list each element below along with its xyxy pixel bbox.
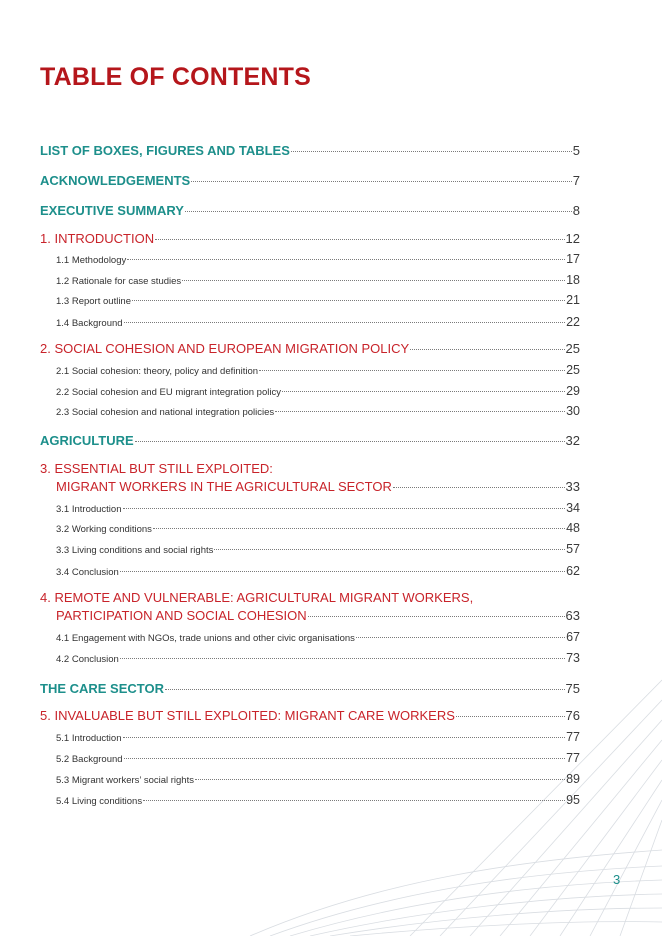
toc-subentry[interactable]	[56, 404, 580, 418]
dot-leader	[291, 151, 572, 152]
toc-label: ACKNOWLEDGEMENTS	[40, 173, 191, 188]
toc-subentry[interactable]	[56, 793, 580, 807]
toc-label: THE CARE SECTOR	[40, 681, 164, 696]
toc-label: 3.1 Introduction	[56, 504, 122, 515]
dot-leader	[135, 441, 565, 442]
dot-leader	[120, 658, 565, 659]
toc-subentry[interactable]	[56, 363, 580, 377]
toc-entry-chapter-4[interactable]	[56, 608, 580, 623]
toc-page: 95	[566, 793, 580, 807]
toc-label: EXECUTIVE SUMMARY	[40, 203, 184, 218]
toc-page: 34	[566, 501, 580, 515]
toc-label: 1. INTRODUCTION	[40, 231, 155, 246]
toc-label: 5.2 Background	[56, 754, 123, 765]
dot-leader	[195, 779, 565, 780]
toc-page: 73	[566, 651, 580, 665]
toc-subentry[interactable]	[56, 501, 580, 515]
toc-page: 25	[566, 363, 580, 377]
dot-leader	[132, 300, 565, 301]
dot-leader	[123, 737, 566, 738]
toc-label: 4.2 Conclusion	[56, 654, 119, 665]
toc-page: 8	[572, 203, 580, 218]
dot-leader	[182, 280, 565, 281]
toc-label: 2.2 Social cohesion and EU migrant integration policy	[56, 387, 281, 398]
toc-label: 1.4 Background	[56, 318, 123, 329]
toc-page: 22	[566, 315, 580, 329]
toc-entry-agriculture[interactable]	[40, 433, 580, 448]
dot-leader	[456, 716, 565, 717]
toc-page: 76	[565, 708, 580, 723]
toc-label: 3.2 Working conditions	[56, 524, 152, 535]
dot-leader	[214, 549, 565, 550]
toc-entry-chapter-3[interactable]	[56, 479, 580, 494]
toc-entry-executive-summary[interactable]	[40, 203, 580, 218]
dot-leader	[282, 391, 565, 392]
toc-entry-chapter-1[interactable]	[40, 231, 580, 246]
toc-page: 29	[566, 384, 580, 398]
toc-page: 18	[566, 273, 580, 287]
toc-label: 1.2 Rationale for case studies	[56, 276, 182, 287]
toc-label: 5. INVALUABLE BUT STILL EXPLOITED: MIGRANT CARE WORKERS	[40, 708, 455, 723]
toc-label: 3.4 Conclusion	[56, 567, 119, 578]
toc-subentry[interactable]	[56, 651, 580, 665]
toc-label: 1.1 Methodology	[56, 255, 127, 266]
dot-leader	[259, 370, 565, 371]
toc-page: 12	[565, 231, 580, 246]
toc-label: MIGRANT WORKERS IN THE AGRICULTURAL SECTOR	[56, 479, 392, 494]
dot-leader	[143, 800, 565, 801]
dot-leader	[356, 637, 565, 638]
dot-leader	[165, 689, 565, 690]
toc-chapter-3-line1[interactable]: 3. ESSENTIAL BUT STILL EXPLOITED:	[40, 461, 273, 476]
toc-label: 1.3 Report outline	[56, 296, 131, 307]
toc-page: 57	[566, 542, 580, 556]
toc-page: 77	[566, 751, 580, 765]
toc-page: 17	[566, 252, 580, 266]
toc-page: 7	[572, 173, 580, 188]
toc-subentry[interactable]	[56, 772, 580, 786]
toc-page: 77	[566, 730, 580, 744]
toc-subentry[interactable]	[56, 273, 580, 287]
toc-label: 5.4 Living conditions	[56, 796, 143, 807]
toc-label: 5.3 Migrant workers’ social rights	[56, 775, 194, 786]
dot-leader	[124, 758, 566, 759]
toc-label: 2. SOCIAL COHESION AND EUROPEAN MIGRATION POLICY	[40, 341, 410, 356]
toc-entry-list-of-boxes[interactable]	[40, 143, 580, 158]
toc-subentry[interactable]	[56, 564, 580, 578]
toc-page: 62	[566, 564, 580, 578]
toc-subentry[interactable]	[56, 542, 580, 556]
dot-leader	[185, 211, 572, 212]
toc-label: PARTICIPATION AND SOCIAL COHESION	[56, 608, 307, 623]
toc-page: 25	[565, 341, 580, 356]
toc-chapter-4-line1[interactable]: 4. REMOTE AND VULNERABLE: AGRICULTURAL MIGRANT WORKERS,	[40, 590, 474, 605]
toc-label: 2.3 Social cohesion and national integration policies	[56, 407, 275, 418]
toc-subentry[interactable]	[56, 252, 580, 266]
toc-subentry[interactable]	[56, 521, 580, 535]
toc-subentry[interactable]	[56, 751, 580, 765]
toc-label: 4.1 Engagement with NGOs, trade unions and other civic organisations	[56, 633, 355, 644]
dot-leader	[127, 259, 565, 260]
toc-label: 5.1 Introduction	[56, 733, 122, 744]
page-title: TABLE OF CONTENTS	[40, 63, 311, 91]
toc-label: LIST OF BOXES, FIGURES AND TABLES	[40, 143, 290, 158]
toc-page: 75	[565, 681, 580, 696]
dot-leader	[124, 322, 566, 323]
dot-leader	[275, 411, 565, 412]
toc-entry-care-sector[interactable]	[40, 681, 580, 696]
toc-label: 3.3 Living conditions and social rights	[56, 545, 214, 556]
toc-page: 89	[566, 772, 580, 786]
page-number: 3	[613, 872, 621, 887]
toc-entry-chapter-5[interactable]	[40, 708, 580, 723]
toc-page: 21	[566, 293, 580, 307]
dot-leader	[393, 487, 565, 488]
dot-leader	[120, 571, 565, 572]
dot-leader	[155, 239, 564, 240]
toc-label: 2.1 Social cohesion: theory, policy and definition	[56, 366, 259, 377]
toc-page: 32	[565, 433, 580, 448]
toc-subentry[interactable]	[56, 315, 580, 329]
toc-page: 30	[566, 404, 580, 418]
toc-entry-acknowledgements[interactable]	[40, 173, 580, 188]
dot-leader	[191, 181, 572, 182]
toc-subentry[interactable]	[56, 730, 580, 744]
toc-subentry[interactable]	[56, 384, 580, 398]
toc-label: AGRICULTURE	[40, 433, 134, 448]
toc-subentry[interactable]	[56, 630, 580, 644]
toc-page: 48	[566, 521, 580, 535]
dot-leader	[123, 508, 566, 509]
toc-entry-chapter-2[interactable]	[40, 341, 580, 356]
toc-page: 5	[572, 143, 580, 158]
toc-page: 33	[565, 479, 580, 494]
toc-subentry[interactable]	[56, 293, 580, 307]
dot-leader	[410, 349, 564, 350]
dot-leader	[153, 528, 565, 529]
toc-page: 67	[566, 630, 580, 644]
toc-page: 63	[565, 608, 580, 623]
dot-leader	[308, 616, 565, 617]
